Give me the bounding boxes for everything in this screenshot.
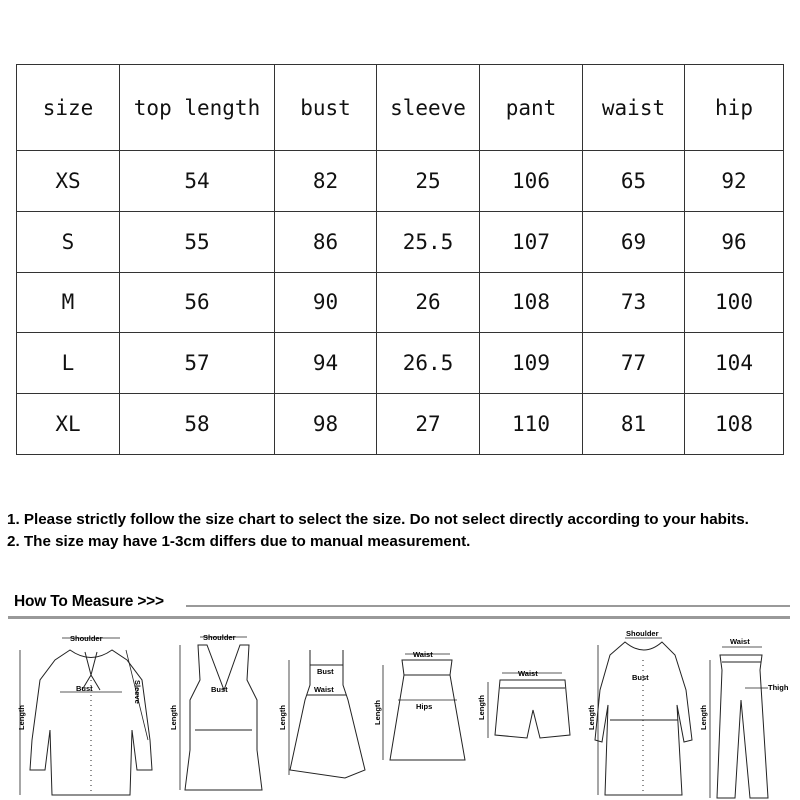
top-length-cell: 58 bbox=[120, 394, 275, 455]
bust-cell: 86 bbox=[275, 211, 377, 272]
header-sleeve: sleeve bbox=[377, 65, 480, 151]
table-row bbox=[17, 272, 784, 333]
label-shoulder-6: Shoulder bbox=[626, 629, 659, 638]
waist-cell: 69 bbox=[583, 211, 685, 272]
label-shoulder-2: Shoulder bbox=[203, 633, 236, 642]
pant-cell: 106 bbox=[480, 151, 583, 212]
top-length-cell: 54 bbox=[120, 151, 275, 212]
table-row bbox=[17, 211, 784, 272]
label-length-5: Length bbox=[477, 695, 486, 720]
sleeve-cell: 26.5 bbox=[377, 333, 480, 394]
hip-cell: 100 bbox=[685, 272, 784, 333]
note-2: 2. The size may have 1-3cm differs due to manual measurement. bbox=[7, 533, 471, 550]
size-notes bbox=[7, 509, 797, 553]
bust-cell: 98 bbox=[275, 394, 377, 455]
table-row bbox=[17, 394, 784, 455]
top-length-cell: 57 bbox=[120, 333, 275, 394]
header-top-length: top length bbox=[120, 65, 275, 151]
table-row bbox=[17, 333, 784, 394]
label-bust-3: Bust bbox=[317, 667, 334, 676]
note-1: 1. Please strictly follow the size chart to select the size. Do not select directly according to your habits. bbox=[7, 511, 749, 528]
size-cell: S bbox=[17, 211, 120, 272]
label-length: Length bbox=[17, 705, 26, 730]
waist-cell: 77 bbox=[583, 333, 685, 394]
sleeve-cell: 25 bbox=[377, 151, 480, 212]
table-row bbox=[17, 151, 784, 212]
label-length-7: Length bbox=[699, 705, 708, 730]
label-waist-7: Waist bbox=[730, 637, 750, 646]
header-divider bbox=[186, 605, 790, 607]
size-chart-table bbox=[16, 64, 784, 455]
how-to-measure-header bbox=[0, 588, 800, 620]
header-underline bbox=[8, 616, 790, 619]
label-length-3: Length bbox=[278, 705, 287, 730]
pants-illustration bbox=[710, 647, 768, 798]
size-cell: XL bbox=[17, 394, 120, 455]
waist-cell: 65 bbox=[583, 151, 685, 212]
how-to-measure-title: How To Measure >>> bbox=[14, 593, 164, 610]
blouse-illustration bbox=[20, 638, 152, 795]
top-length-cell: 55 bbox=[120, 211, 275, 272]
label-waist-3: Waist bbox=[314, 685, 334, 694]
label-length-2: Length bbox=[169, 705, 178, 730]
label-bust-2: Bust bbox=[211, 685, 228, 694]
size-chart-header-row bbox=[17, 65, 784, 151]
label-waist-5: Waist bbox=[518, 669, 538, 678]
header-waist: waist bbox=[583, 65, 685, 151]
header-hip: hip bbox=[685, 65, 784, 151]
tank-top-illustration bbox=[180, 637, 262, 790]
waist-cell: 73 bbox=[583, 272, 685, 333]
pant-cell: 110 bbox=[480, 394, 583, 455]
header-bust: bust bbox=[275, 65, 377, 151]
size-cell: M bbox=[17, 272, 120, 333]
hip-cell: 96 bbox=[685, 211, 784, 272]
hip-cell: 104 bbox=[685, 333, 784, 394]
label-sleeve: Sleeve bbox=[133, 680, 142, 704]
header-pant: pant bbox=[480, 65, 583, 151]
bust-cell: 94 bbox=[275, 333, 377, 394]
bust-cell: 82 bbox=[275, 151, 377, 212]
coat-illustration bbox=[595, 638, 692, 795]
label-hips-4: Hips bbox=[416, 702, 433, 711]
shorts-illustration bbox=[488, 673, 570, 738]
size-cell: XS bbox=[17, 151, 120, 212]
label-length-4: Length bbox=[373, 700, 382, 725]
label-thigh-7: Thigh bbox=[768, 683, 789, 692]
header-size: size bbox=[17, 65, 120, 151]
pant-cell: 107 bbox=[480, 211, 583, 272]
hip-cell: 92 bbox=[685, 151, 784, 212]
measurement-illustrations bbox=[0, 620, 800, 800]
label-shoulder: Shoulder bbox=[70, 634, 103, 643]
size-cell: L bbox=[17, 333, 120, 394]
bust-cell: 90 bbox=[275, 272, 377, 333]
label-bust-6: Bust bbox=[632, 673, 649, 682]
sleeve-cell: 27 bbox=[377, 394, 480, 455]
sleeve-cell: 25.5 bbox=[377, 211, 480, 272]
label-bust: Bust bbox=[76, 684, 93, 693]
sleeve-cell: 26 bbox=[377, 272, 480, 333]
waist-cell: 81 bbox=[583, 394, 685, 455]
pant-cell: 109 bbox=[480, 333, 583, 394]
hip-cell: 108 bbox=[685, 394, 784, 455]
label-length-6: Length bbox=[587, 705, 596, 730]
top-length-cell: 56 bbox=[120, 272, 275, 333]
pant-cell: 108 bbox=[480, 272, 583, 333]
label-waist-4: Waist bbox=[413, 650, 433, 659]
